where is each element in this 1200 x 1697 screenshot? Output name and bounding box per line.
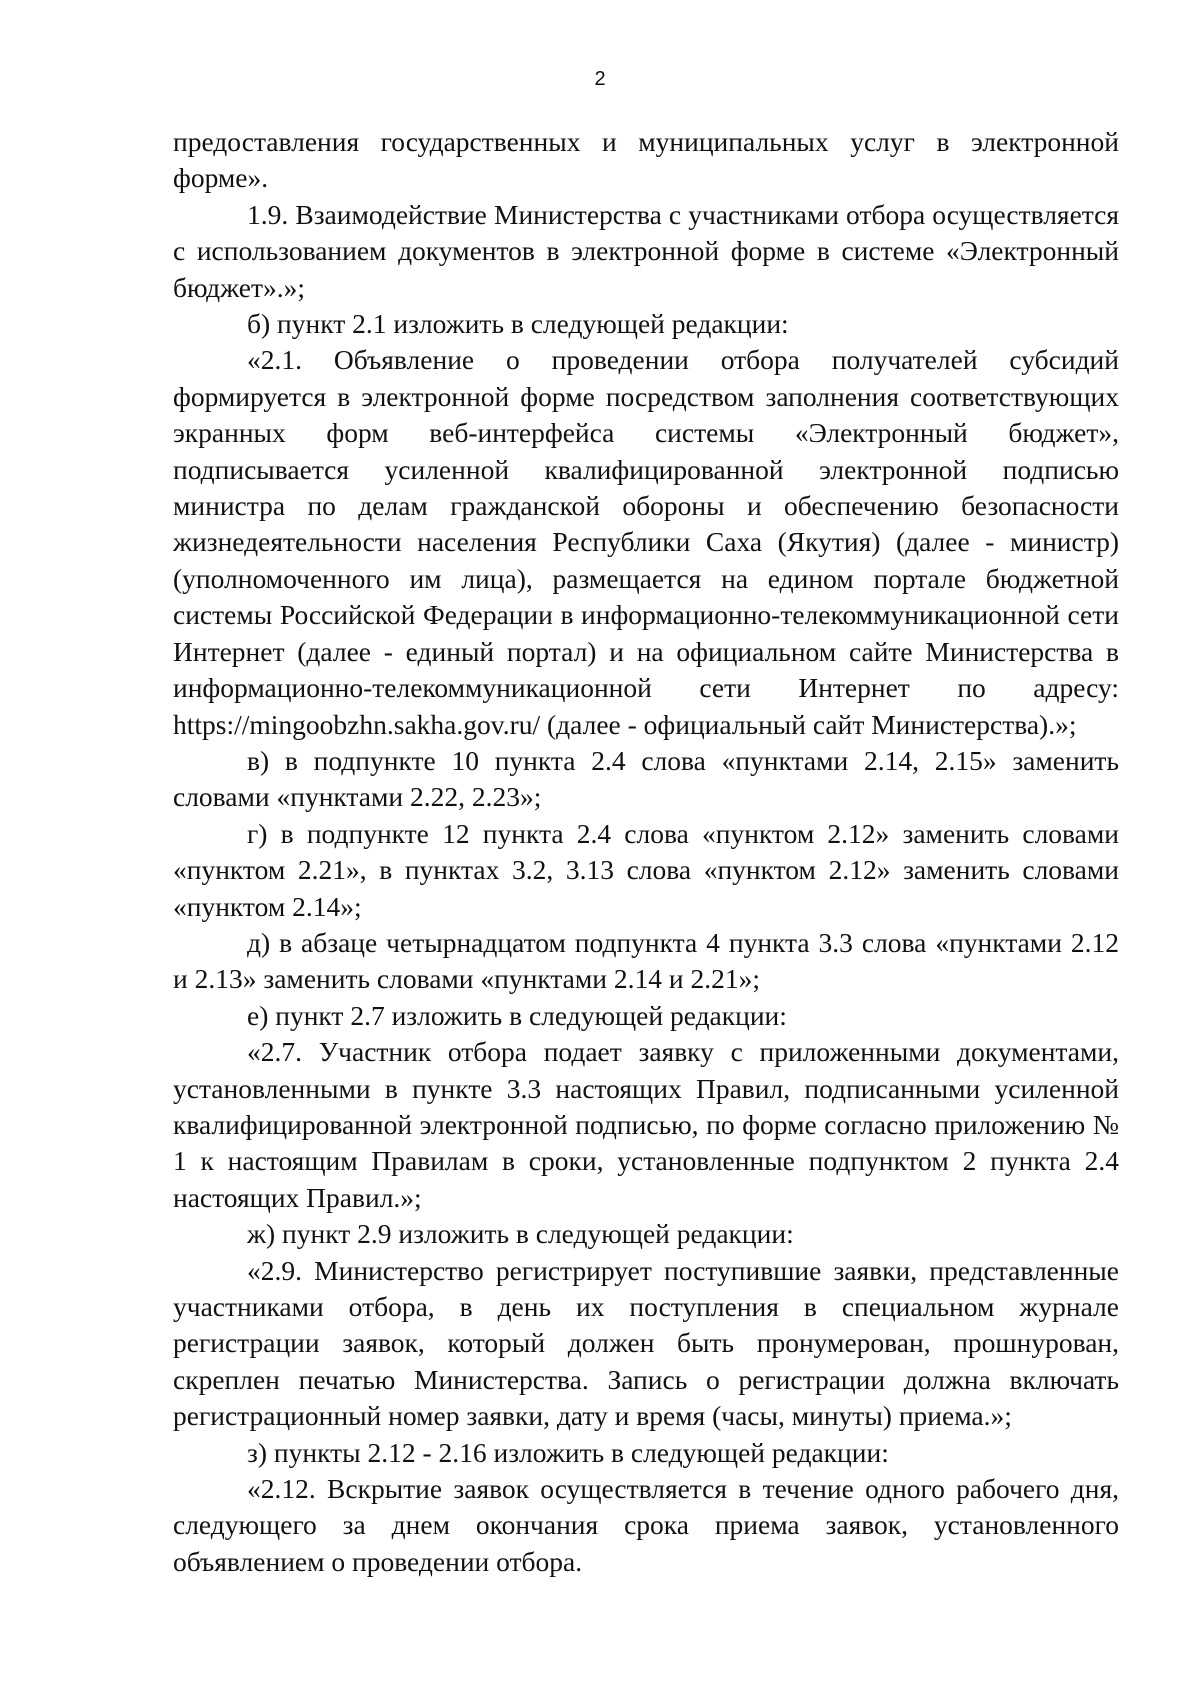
paragraph-amendment-v: в) в подпункте 10 пункта 2.4 слова «пунктами 2.14, 2.15» заменить словами «пунктами 2.22, 2.23»; xyxy=(173,744,1119,813)
document-body xyxy=(173,124,1119,1580)
paragraph-amendment-d: д) в абзаце четырнадцатом подпункта 4 пункта 3.3 слова «пунктами 2.12 и 2.13» заменить словами «пунктами 2.14 и 2.21»; xyxy=(173,926,1119,995)
paragraph-item-2-7: «2.7. Участник отбора подает заявку с приложенными документами, установленными в пункте 3.3 настоящих Правил, подписанными усиленной квалифицированной электронной подписью, по форме согласно приложению № 1 к настоящим Правилам в сроки, установленные подпунктом 2 пункта 2.4 настоящих Правил.»; xyxy=(173,1036,1119,1213)
paragraph-continuation: предоставления государственных и муниципальных услуг в электронной форме». xyxy=(173,126,1119,194)
page-number: 2 xyxy=(594,68,606,90)
paragraph-item-1-9: 1.9. Взаимодействие Министерства с участниками отбора осуществляется с использованием документов в электронной форме в системе «Электронный бюджет».»; xyxy=(173,198,1119,303)
paragraph-item-2-1: «2.1. Объявление о проведении отбора получателей субсидий формируется в электронной форме посредством заполнения соответствующих экранных форм веб-интерфейса системы «Электронный бюджет», подписывается усиленной квалифицированной электронной подписью министра по делам гражданской обороны и обеспечению безопасности жизнедеятельности населения Республики Саха (Якутия) (далее - министр) (уполномоченного им лица), размещается на едином портале бюджетной системы Российской Федерации в информационно-телекоммуникационной сети Интернет (далее - единый портал) и на официальном сайте Министерства в информационно-телекоммуникационной сети Интернет по адресу: https://mingoobzhn.sakha.gov.ru/ (далее - официальный сайт Министерства).»; xyxy=(173,344,1119,740)
paragraph-item-2-12: «2.12. Вскрытие заявок осуществляется в течение одного рабочего дня, следующего за днем окончания срока приема заявок, установленного объявлением о проведении отбора. xyxy=(173,1473,1119,1577)
paragraph-amendment-g: г) в подпункте 12 пункта 2.4 слова «пунктом 2.12» заменить словами «пунктом 2.21», в пунктах 3.2, 3.13 слова «пунктом 2.12» заменить словами «пунктом 2.14»; xyxy=(173,817,1119,922)
paragraph-item-2-9: «2.9. Министерство регистрирует поступившие заявки, представленные участниками отбора, в день их поступления в специальном журнале регистрации заявок, который должен быть пронумерован, прошнурован, скреплен печатью Министерства. Запись о регистрации должна включать регистрационный номер заявки, дату и время (часы, минуты) приема.»; xyxy=(173,1254,1119,1432)
paragraph-amendment-z: з) пункты 2.12 - 2.16 изложить в следующей редакции: xyxy=(247,1436,889,1468)
paragraph-amendment-e: е) пункт 2.7 изложить в следующей редакции: xyxy=(247,999,787,1031)
paragraph-amendment-zh: ж) пункт 2.9 изложить в следующей редакции: xyxy=(247,1218,794,1250)
paragraph-amendment-b: б) пункт 2.1 изложить в следующей редакции: xyxy=(247,308,789,340)
